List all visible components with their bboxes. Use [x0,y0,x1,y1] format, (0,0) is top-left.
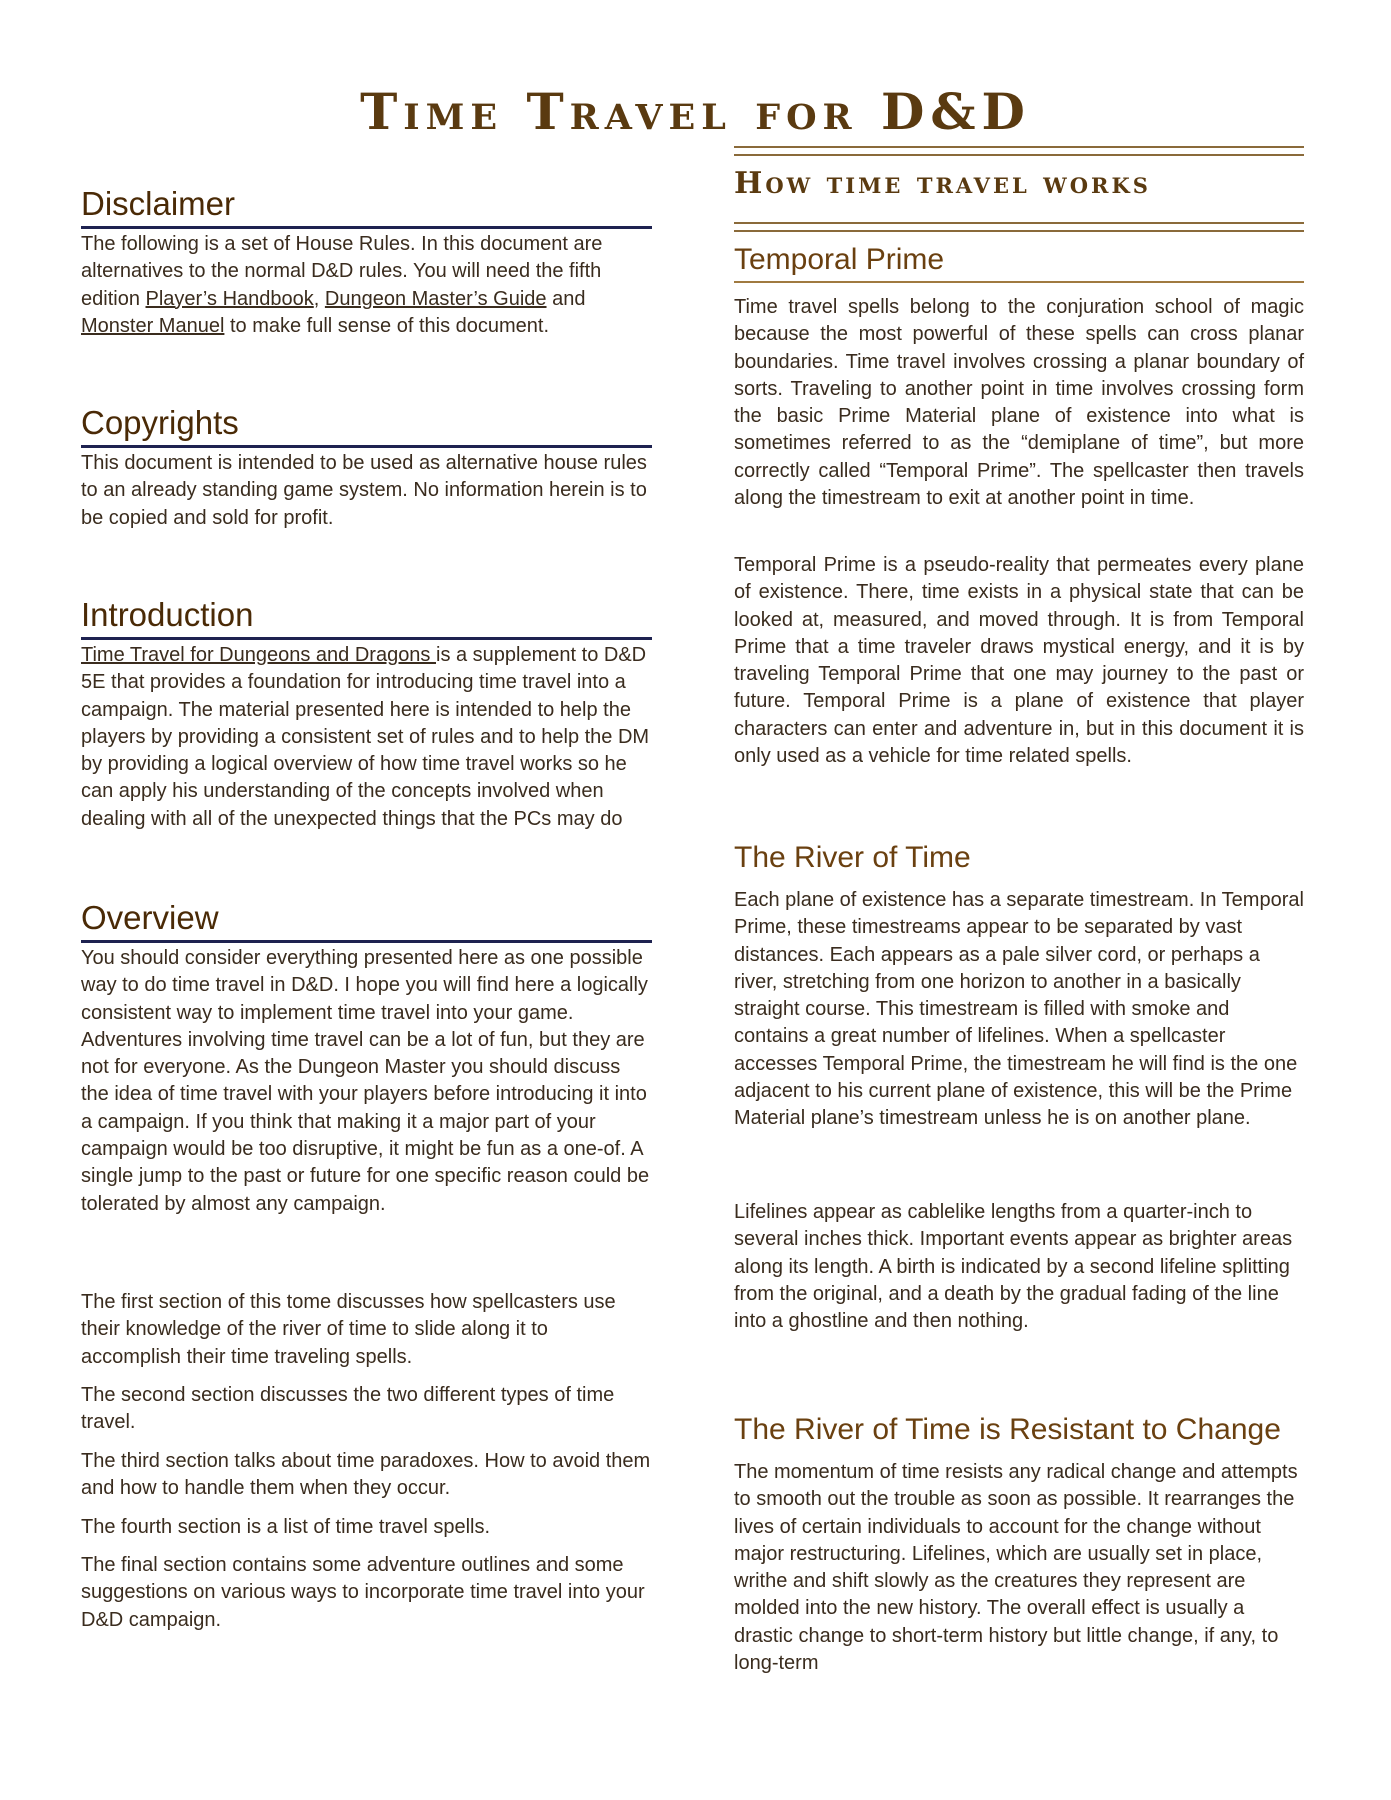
overview-paragraph-3: The second section discusses the two different types of time travel. [81,1384,615,1434]
overview-paragraph-4: The third section talks about time paradoxes. How to avoid them and how to handle them when they occur. [81,1450,651,1500]
introduction-text [81,642,652,833]
players-handbook-link[interactable]: Player’s Handbook [145,287,314,310]
copyrights-heading: Copyrights [81,403,652,448]
disclaimer-text-end: to make full sense of this document. [224,314,550,337]
overview-paragraph-2: The first section of this tome discusses how spellcasters use their knowledge of the river of time to slide along it to accomplish their time traveling spells. [81,1291,616,1368]
introduction-heading: Introduction [81,595,652,640]
resistant-to-change-heading: The River of Time is Resistant to Change [734,1413,1281,1446]
overview-paragraph-1: You should consider everything presented here as one possible way to do time travel in D&D. I hope you will find here a logically consistent way to implement time travel into your game. Adventures involving time travel can be a lot of fun, but they are not for everyone. As the Dungeon Master you should discuss the idea of time travel with your players before introducing it into a campaign. If you think that making it a major part of your campaign would be too disruptive, it might be fun as a one-of. A single jump to the past or future for one specific reason could be tolerated by almost any campaign. [81,947,650,1215]
overview-paragraph-5: The fourth section is a list of time travel spells. [81,1516,491,1538]
disclaimer-comma: , [313,287,325,310]
introduction-body: is a supplement to D&D 5E that provides a foundation for introducing time travel into a campaign. The material presented here is intended to help the players by providing a consistent set of rules and to help the DM by providing a logical overview of how time travel works so he can apply his understanding of the concepts involved when dealing with all of the unexpected things that the PCs may do [81,644,650,830]
section-rule-top [734,146,1304,156]
river-paragraph-2: Lifelines appear as cablelike lengths from a quarter-inch to several inches thick. Important events appear as brighter areas along its length. A birth is indicated by a second lifeline splitting from the original, and a death by the gradual fading of the line into a ghostline and then nothing. [734,1201,1293,1333]
temporal-prime-paragraph-1: Time travel spells belong to the conjuration school of magic because the most powerful of these spells can cross planar boundaries. Time travel involves crossing a planar boundary of sorts. Traveling to another point in time involves crossing form the basic Prime Material plane of existence into what is sometimes referred to as the “demiplane of time”, but more correctly called “Temporal Prime”. The spellcaster then travels along the timestream to exit at another point in time. [734,296,1304,510]
document-title: Time Travel for D&D [360,82,1031,141]
overview-heading: Overview [81,898,652,943]
temporal-prime-heading: Temporal Prime [734,242,1304,283]
monster-manuel-link[interactable]: Monster Manuel [81,314,225,337]
river-paragraph-1: Each plane of existence has a separate timestream. In Temporal Prime, these timestreams appear to be separated by vast distances. Each appears as a pale silver cord, or perhaps a river, stretching from one horizon to another in a basically straight course. This timestream is filled with smoke and contains a great number of lifelines. When a spellcaster accesses Temporal Prime, the timestream he will find is the one adjacent to his current plane of existence, this will be the Prime Material plane’s timestream unless he is on another plane. [734,889,1304,1130]
section-heading: How time travel works [734,166,1151,201]
title-link[interactable]: Time Travel for Dungeons and Dragons [81,644,436,666]
disclaimer-text-part: The following is a set of House Rules. In this document are alternatives to the normal D&D rules. You will need the fifth edition [81,233,603,310]
temporal-prime-paragraph-2: Temporal Prime is a pseudo-reality that permeates every plane of existence. There, time exists in a physical state that can be looked at, measured, and moved through. It is from Temporal Prime that a time traveler draws mystical energy, and it is by traveling Temporal Prime that one may journey to the past or future. Temporal Prime is a plane of existence that player characters can enter and adventure in, but in this document it is only used as a vehicle for time related spells. [734,554,1304,768]
disclaimer-and: and [546,287,586,310]
dungeon-masters-guide-link[interactable]: Dungeon Master’s Guide [324,287,547,310]
river-of-time-heading: The River of Time [734,841,971,874]
copyrights-text: This document is intended to be used as alternative house rules to an already standing game system. No information herein is to be copied and sold for profit. [81,452,647,529]
section-rule-bottom [734,222,1304,232]
overview-paragraph-6: The final section contains some adventure outlines and some suggestions on various ways to incorporate time travel into your D&D campaign. [81,1554,645,1631]
disclaimer-text [81,231,652,340]
resistant-paragraph-1: The momentum of time resists any radical change and attempts to smooth out the trouble as soon as possible. It rearranges the lives of certain individuals to account for the change without major restructuring. Lifelines, which are usually set in place, writhe and shift slowly as the creatures they represent are molded into the new history. The overall effect is usually a drastic change to short-term history but little change, if any, to long-term [734,1461,1298,1675]
disclaimer-heading: Disclaimer [81,184,652,229]
